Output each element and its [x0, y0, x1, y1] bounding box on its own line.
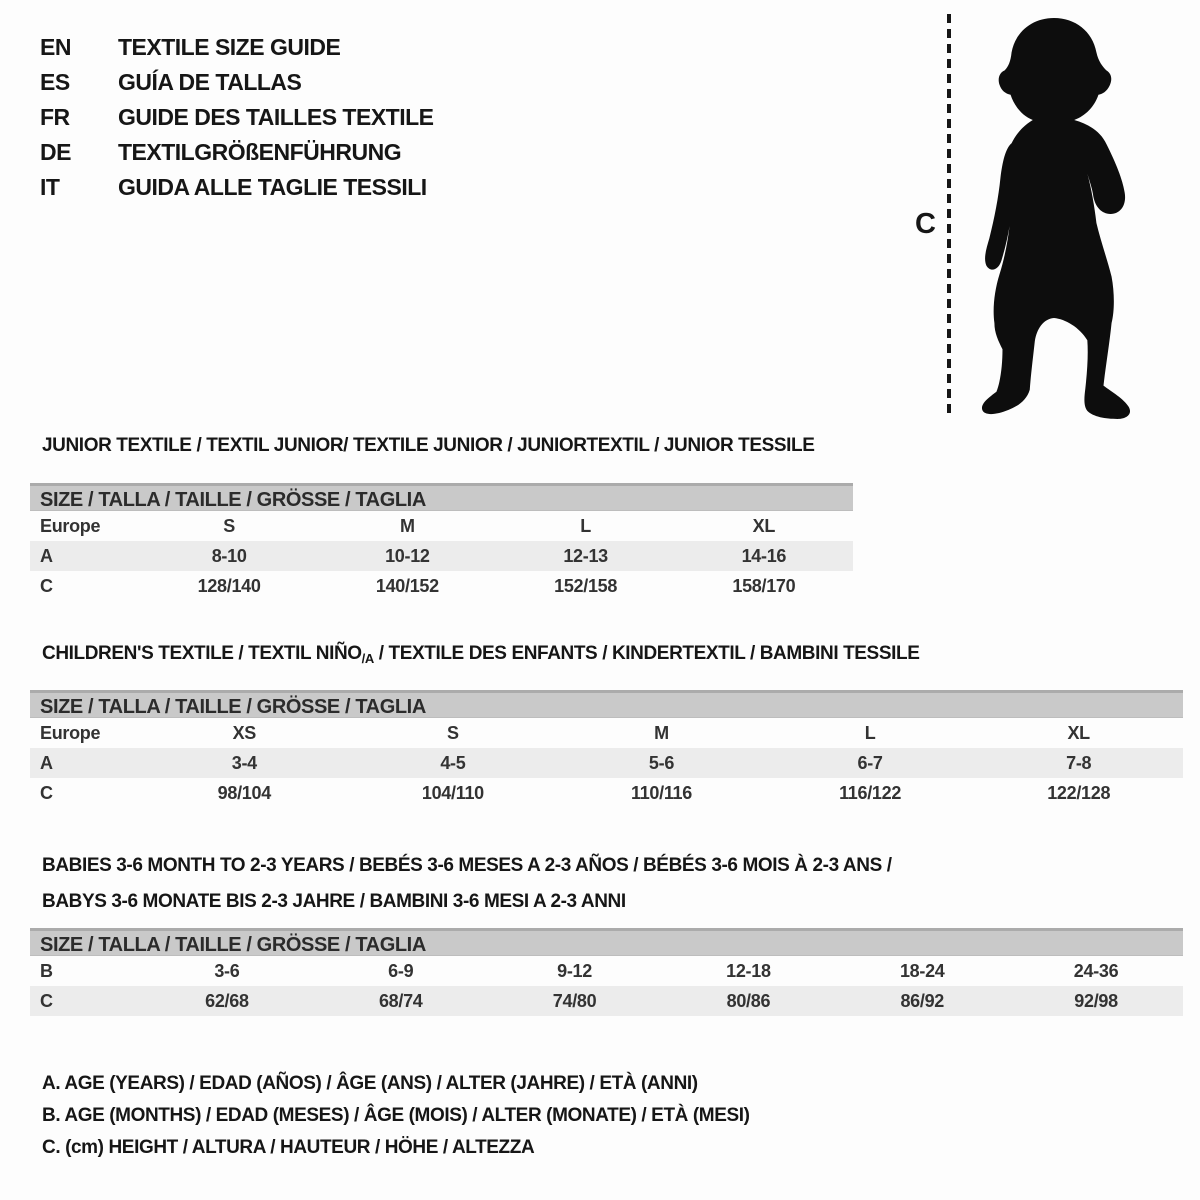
table-cell: 98/104 [217, 782, 271, 803]
lang-row-en [40, 30, 434, 65]
row-label: C [40, 782, 53, 803]
table-cell: 12-13 [563, 545, 608, 566]
lang-row-de [40, 135, 434, 170]
table-cell: 86/92 [900, 990, 944, 1011]
table-cell: 68/74 [378, 990, 423, 1011]
table-cell: XL [752, 515, 776, 536]
table-cell: 3-6 [214, 960, 240, 981]
babies-section-title [42, 848, 892, 920]
junior-section-title: JUNIOR TEXTILE / TEXTIL JUNIOR/ TEXTILE JUNIOR / JUNIORTEXTIL / JUNIOR TESSILE [42, 435, 815, 456]
table-cell: 6-9 [388, 960, 414, 981]
children-title-post: / TEXTILE DES ENFANTS / KINDERTEXTIL / BAMBINI TESSILE [373, 643, 920, 664]
lang-code: DE [40, 139, 71, 165]
table-cell: 9-12 [557, 960, 592, 981]
table-cell: 10-12 [385, 545, 430, 566]
children-title-sub: /A [361, 651, 374, 666]
row-label: C [40, 990, 53, 1011]
lang-code: ES [40, 69, 70, 95]
children-section-title [42, 643, 919, 666]
table-cell: L [580, 515, 591, 536]
row-label: C [40, 575, 53, 596]
table-row [30, 571, 853, 601]
table-cell: 92/98 [1074, 990, 1118, 1011]
table-cell: 158/170 [732, 575, 796, 596]
table-cell: 74/80 [552, 990, 597, 1011]
size-header-bar: SIZE / TALLA / TAILLE / GRÖSSE / TAGLIA [30, 928, 1183, 956]
legend [42, 1068, 750, 1164]
babies-size-table [30, 928, 1183, 1016]
toddler-silhouette-icon [965, 16, 1143, 420]
table-row [30, 986, 1183, 1016]
children-size-table [30, 690, 1183, 808]
babies-title-line1: BABIES 3-6 MONTH TO 2-3 YEARS / BEBÉS 3-6 MESES A 2-3 AÑOS / BÉBÉS 3-6 MOIS À 2-3 ANS / [42, 855, 892, 876]
size-header-bar: SIZE / TALLA / TAILLE / GRÖSSE / TAGLIA [30, 690, 1183, 718]
table-cell: 12-18 [726, 960, 771, 981]
height-dashed-line [947, 14, 951, 418]
legend-line-b: B. AGE (MONTHS) / EDAD (MESES) / ÂGE (MOIS) / ALTER (MONATE) / ETÀ (MESI) [42, 1105, 750, 1126]
legend-line-c: C. (cm) HEIGHT / ALTURA / HAUTEUR / HÖHE / ALTEZZA [42, 1137, 535, 1158]
table-row [30, 778, 1183, 808]
table-cell: 104/110 [421, 782, 484, 803]
row-label: A [40, 545, 53, 566]
height-measure-figure [905, 8, 1185, 428]
lang-title: GUIDA ALLE TAGLIE TESSILI [118, 174, 427, 200]
table-cell: 62/68 [205, 990, 249, 1011]
table-cell: 122/128 [1047, 782, 1111, 803]
table-cell: 18-24 [899, 960, 945, 981]
table-cell: S [223, 515, 235, 536]
table-row [30, 511, 853, 541]
junior-size-table [30, 483, 853, 601]
table-cell: M [654, 722, 669, 743]
table-cell: 14-16 [741, 545, 787, 566]
table-cell: XS [232, 722, 256, 743]
height-c-label: C [915, 208, 936, 240]
lang-code: EN [40, 34, 71, 60]
lang-title: TEXTILE SIZE GUIDE [118, 34, 341, 60]
size-header-bar: SIZE / TALLA / TAILLE / GRÖSSE / TAGLIA [30, 483, 853, 511]
table-cell: 7-8 [1066, 752, 1092, 773]
table-cell: 140/152 [375, 575, 439, 596]
row-label: Europe [40, 515, 101, 536]
table-cell: XL [1067, 722, 1090, 743]
lang-code: IT [40, 174, 60, 200]
row-label: B [40, 960, 53, 981]
lang-row-fr [40, 100, 434, 135]
table-cell: 110/116 [630, 782, 692, 803]
table-cell: 128/140 [197, 575, 261, 596]
table-cell: M [400, 515, 415, 536]
table-cell: S [447, 722, 459, 743]
row-label: Europe [40, 722, 101, 743]
lang-row-es [40, 65, 434, 100]
lang-code: FR [40, 104, 70, 130]
table-cell: L [864, 722, 876, 743]
babies-title-line2: BABYS 3-6 MONATE BIS 2-3 JAHRE / BAMBINI 3-6 MESI A 2-3 ANNI [42, 891, 626, 912]
lang-title: TEXTILGRÖßENFÜHRUNG [118, 139, 402, 165]
table-cell: 4-5 [440, 752, 466, 773]
table-cell: 152/158 [554, 575, 618, 596]
table-cell: 3-4 [231, 752, 257, 773]
children-title-pre: CHILDREN'S TEXTILE / TEXTIL NIÑO [42, 643, 362, 664]
table-cell: 116/122 [839, 782, 902, 803]
table-cell: 80/86 [726, 990, 771, 1011]
table-cell: 6-7 [857, 752, 883, 773]
table-cell: 5-6 [648, 752, 675, 773]
lang-title: GUÍA DE TALLAS [118, 69, 302, 95]
table-cell: 8-10 [211, 545, 247, 566]
legend-line-a: A. AGE (YEARS) / EDAD (AÑOS) / ÂGE (ANS) / ALTER (JAHRE) / ETÀ (ANNI) [42, 1073, 698, 1094]
lang-row-it [40, 170, 434, 205]
row-label: A [40, 752, 53, 773]
table-row [30, 956, 1183, 986]
lang-title: GUIDE DES TAILLES TEXTILE [118, 104, 434, 130]
table-row [30, 718, 1183, 748]
language-title-list [40, 30, 434, 205]
table-cell: 24-36 [1073, 960, 1119, 981]
table-row [30, 748, 1183, 778]
table-row [30, 541, 853, 571]
